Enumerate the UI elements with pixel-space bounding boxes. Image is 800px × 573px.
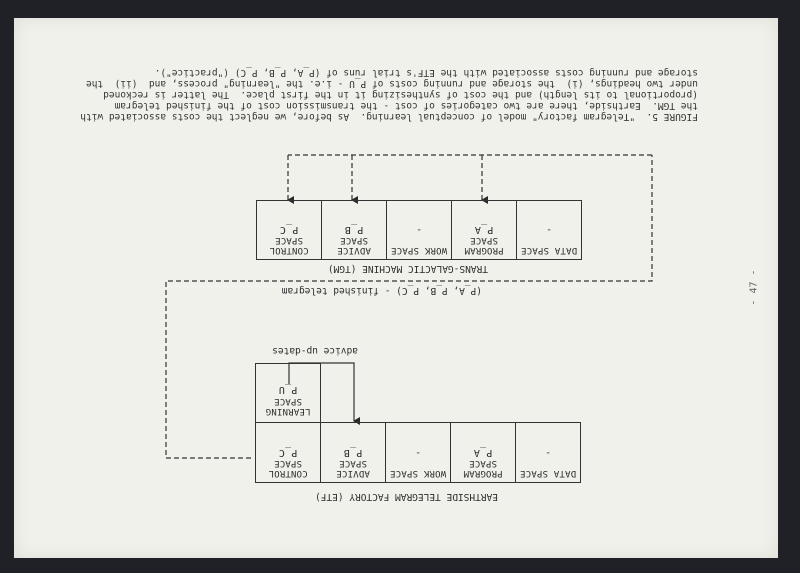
caption-line-5: storage and running costs associated with the ETF's trial runs of (P_A, P_B, P_C) ("practice"). [154,67,698,78]
figure-label: FIGURE 5. [646,111,698,122]
tgm-data-space: DATA SPACE - [516,200,582,260]
caption-line-3: (proportional to its length) and the cost of synthesizing it in the first place. The latter is reckoned [103,89,698,100]
tgm-control-space: CONTROL SPACE P_C [256,200,322,260]
etf-advice-space: ADVICE SPACE P_B [320,422,386,483]
advice-updates-label: advice up-dates [272,345,358,356]
tgm-title: TRANS-GALACTIC MACHINE (TGM) [327,263,488,274]
etf-learning-space: LEARNING SPACE P_U [255,363,321,423]
telegram-label: (P_A, P_B, P_C) - finished telegram [281,285,482,296]
caption-line-1: FIGURE 5. "Telegram factory" model of conceptual learning. As before, we neglect the costs associated with [80,111,698,122]
etf-program-space: PROGRAM SPACE P_A [450,422,516,483]
etf-control-space: CONTROL SPACE P_C [255,422,321,483]
tgm-advice-space: ADVICE SPACE P_B [321,200,387,260]
caption-line-4: under two headings, (i) the storage and running costs of P_U - i.e. the "learning" process, and (ii) the [86,78,698,89]
etf-data-space: DATA SPACE - [515,422,581,483]
page-number: - 47 - [748,269,760,306]
rotated-page-content [14,18,778,558]
tgm-program-space: PROGRAM SPACE P_A [451,200,517,260]
caption-line-2: the TGM. Earthside, there are two categories of cost - the transmission cost of the finished telegram [114,100,698,111]
document-page [14,18,778,558]
etf-work-space: WORK SPACE - [385,422,451,483]
tgm-work-space: WORK SPACE - [386,200,452,260]
etf-title: EARTHSIDE TELEGRAM FACTORY (ETF) [314,491,498,502]
